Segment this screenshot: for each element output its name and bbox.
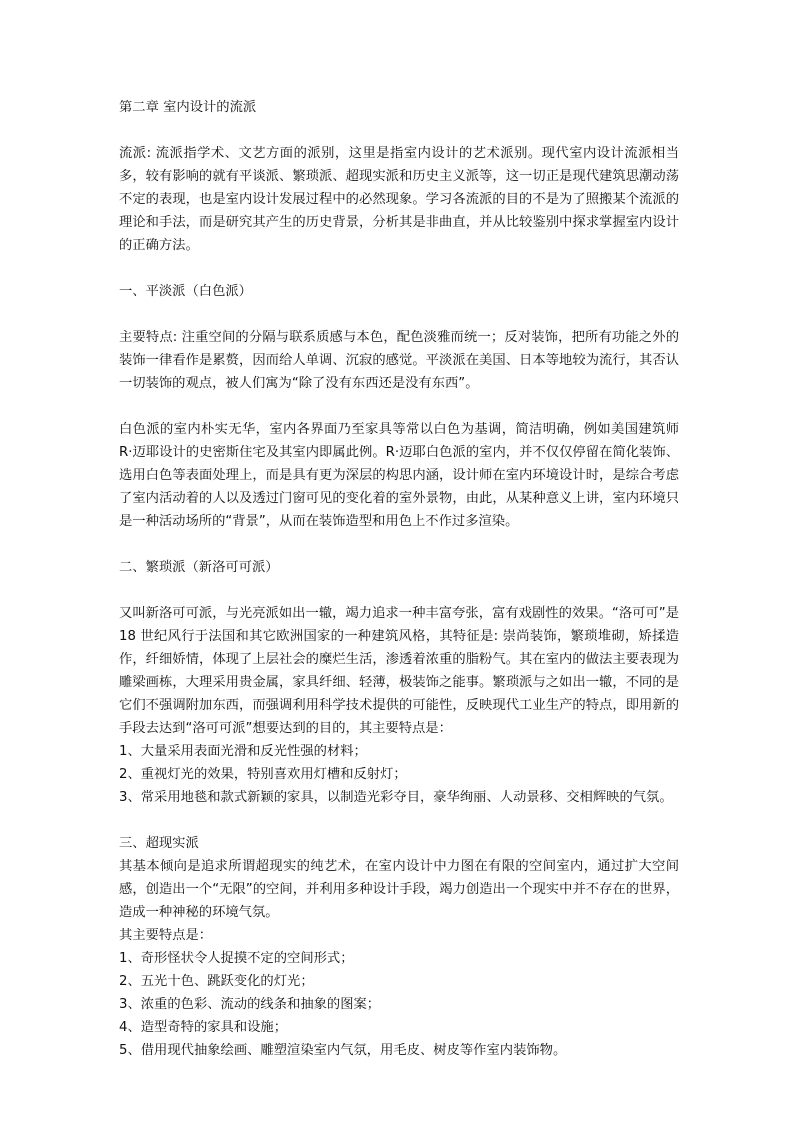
section3-list-item: 1、奇形怪状令人捉摸不定的空间形式； <box>119 951 354 966</box>
section2-list-item: 1、大量采用表面光滑和反光性强的材料； <box>119 744 367 759</box>
section2-list-item: 2、重视灯光的效果，特别喜欢用灯槽和反射灯； <box>119 767 407 782</box>
spacer <box>119 809 679 832</box>
section3-lead: 其主要特点是： <box>119 928 213 943</box>
document-page <box>119 96 679 1062</box>
section3-heading: 三、超现实派 <box>119 836 199 851</box>
section2-paragraph-1: 又叫新洛可可派，与光亮派如出一辙，竭力追求一种丰富夸张，富有戏剧性的效果。“洛可可”是 18 世纪风行于法国和其它欧洲国家的一种建筑风格，其特征是: 崇尚装饰，繁琐堆砌，矫揉造作，纤细娇情，体现了上层社会的糜烂生活，渗透着浓重的脂粉气。其在室内的做法主要表现为雕梁画栋，大理采用贵金属，家具纤细、轻薄，极装饰之能事。繁琐派与之如出一辙，不同的是它们不强调附加东西，而强调利用科学技术提供的可能性，反映现代工业生产的特点，即用新的手段去达到“洛可可派”想要达到的目的，其主要特点是： <box>119 606 679 736</box>
section3-list-item: 4、造型奇特的家具和设施； <box>119 1020 288 1035</box>
section3-paragraph-1: 其基本倾向是追求所谓超现实的纯艺术，在室内设计中力图在有限的空间室内，通过扩大空间感，创造出一个“无限”的空间，并利用多种设计手段，竭力创造出一个现实中并不存在的世界，造成一种神秘的环境气氛。 <box>119 859 679 920</box>
spacer <box>119 579 679 602</box>
spacer <box>119 119 679 142</box>
section1-heading: 一、平淡派（白色派） <box>119 284 252 299</box>
chapter-title: 第二章 室内设计的流派 <box>119 100 257 115</box>
section2-list-item: 3、常采用地毯和款式新颖的家具，以制造光彩夺目，豪华绚丽、人动景移、交相辉映的气氛。 <box>119 790 673 805</box>
intro-paragraph: 流派: 流派指学术、文艺方面的派别，这里是指室内设计的艺术派别。现代室内设计流派相当多，较有影响的就有平谈派、繁琐派、超现实派和历史主义派等，这一切正是现代建筑思潮动荡不定的表现，也是室内设计发展过程中的必然现象。学习各流派的目的不是为了照搬某个流派的理论和手法，而是研究其产生的历史背景，分析其是非曲直，并从比较鉴别中探求掌握室内设计的正确方法。 <box>119 146 679 253</box>
spacer <box>119 533 679 556</box>
spacer <box>119 257 679 280</box>
section3-list-item: 2、五光十色、跳跃变化的灯光； <box>119 974 314 989</box>
section1-paragraph-1: 主要特点: 注重空间的分隔与联系质感与本色，配色淡雅而统一；反对装饰，把所有功能之外的装饰一律看作是累赘，因而给人单调、沉寂的感觉。平淡派在美国、日本等地较为流行，其否认一切装饰的观点，被人们寓为“除了没有东西还是没有东西”。 <box>119 330 679 391</box>
spacer <box>119 395 679 418</box>
section2-heading: 二、繁琐派（新洛可可派） <box>119 560 279 575</box>
section3-list-item: 3、浓重的色彩、流动的线条和抽象的图案； <box>119 997 381 1012</box>
section1-paragraph-2: 白色派的室内朴实无华，室内各界面乃至家具等常以白色为基调，简洁明确，例如美国建筑师 R·迈耶设计的史密斯住宅及其室内即属此例。R·迈耶白色派的室内，并不仅仅停留在简化装饰、选用白色等表面处理上，而是具有更为深层的构思内涵，设计师在室内环境设计时，是综合考虑了室内活动着的人以及透过门窗可见的变化着的室外景物，由此，从某种意义上讲，室内环境只是一种活动场所的“背景”，从而在装饰造型和用色上不作过多渲染。 <box>119 422 679 529</box>
section3-list-item: 5、借用现代抽象绘画、雕塑渲染室内气氛，用毛皮、树皮等作室内装饰物。 <box>119 1043 567 1058</box>
spacer <box>119 303 679 326</box>
